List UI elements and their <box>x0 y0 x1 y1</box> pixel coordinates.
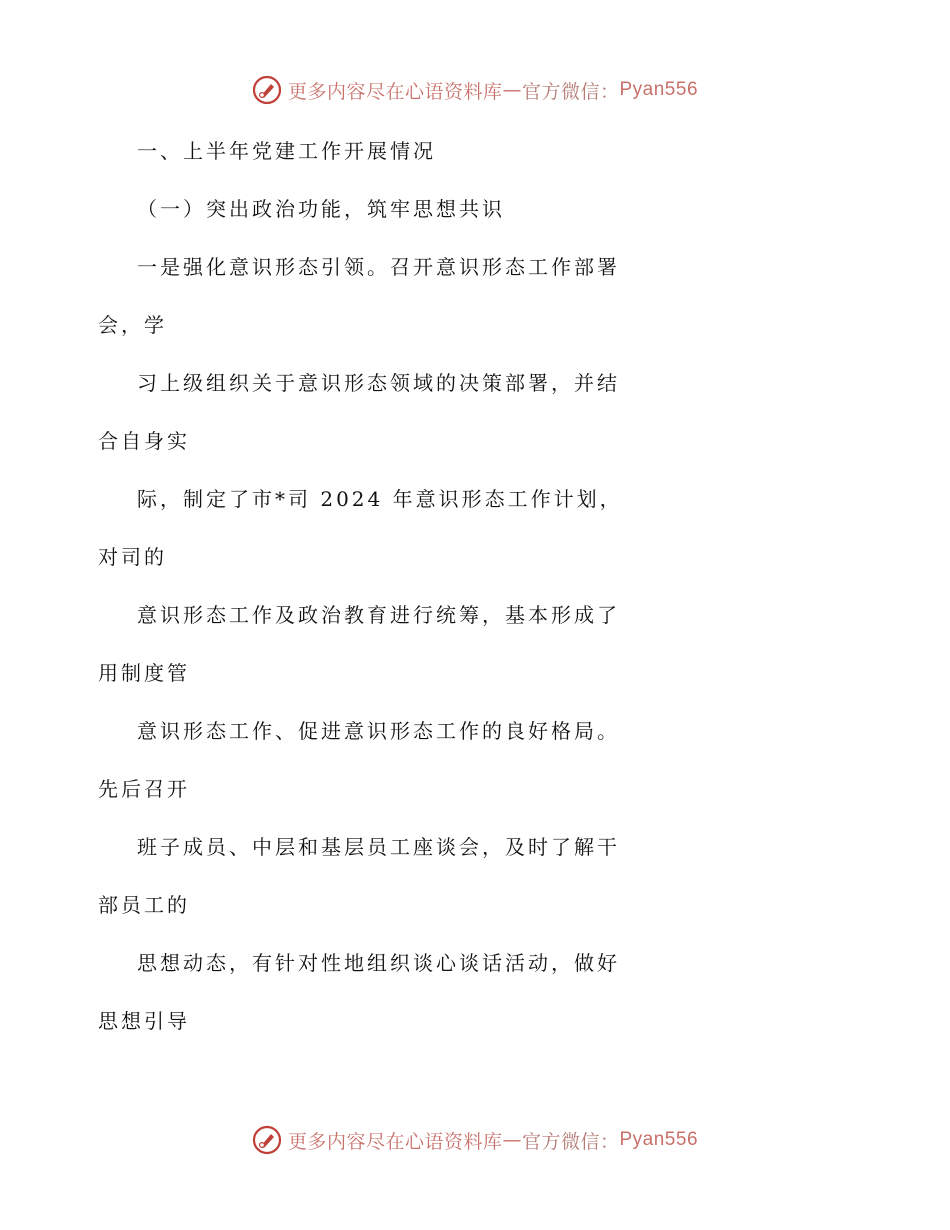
document-body <box>0 122 950 1050</box>
watermark-label: 官方微信： <box>521 80 620 103</box>
brand-logo-icon <box>252 75 282 105</box>
paragraph-line: 际，制定了市*司 2024 年意识形态工作计划， <box>137 487 623 511</box>
paragraph-line: 习上级组织关于意识形态领域的决策部署，并结 <box>137 371 620 395</box>
paragraph-line: 用制度管 <box>98 661 190 685</box>
paragraph-line: 合自身实 <box>98 429 190 453</box>
paragraph-line: 意识形态工作及政治教育进行统筹，基本形成了 <box>137 603 620 627</box>
watermark-id: Pyan556 <box>619 79 699 100</box>
watermark-text: 更多内容尽在心语资料库 <box>287 80 503 103</box>
watermark-id: Pyan556 <box>619 1129 699 1150</box>
paragraph-line: 思想动态，有针对性地组织谈心谈话活动，做好 <box>137 951 620 975</box>
paragraph-line: 思想引导 <box>98 1009 190 1033</box>
watermark-footer <box>0 1120 950 1160</box>
paragraph-line: 部员工的 <box>98 893 190 917</box>
watermark-dash: — <box>502 79 522 101</box>
paragraph-line: 先后召开 <box>98 777 190 801</box>
paragraph-line: 意识形态工作、促进意识形态工作的良好格局。 <box>137 719 620 743</box>
watermark-dash: — <box>502 1129 522 1151</box>
paragraph-line: 班子成员、中层和基层员工座谈会，及时了解干 <box>137 835 620 859</box>
section-heading: 一、上半年党建工作开展情况 <box>137 139 436 163</box>
paragraph-line: 会，学 <box>98 313 167 337</box>
subsection-heading: （一）突出政治功能，筑牢思想共识 <box>137 197 505 221</box>
brand-logo-icon <box>252 1125 282 1155</box>
paragraph-line: 对司的 <box>98 545 167 569</box>
watermark-text: 更多内容尽在心语资料库 <box>287 1130 503 1153</box>
paragraph-line: 一是强化意识形态引领。召开意识形态工作部署 <box>137 255 620 279</box>
watermark-label: 官方微信： <box>521 1130 620 1153</box>
watermark-header <box>0 70 950 110</box>
